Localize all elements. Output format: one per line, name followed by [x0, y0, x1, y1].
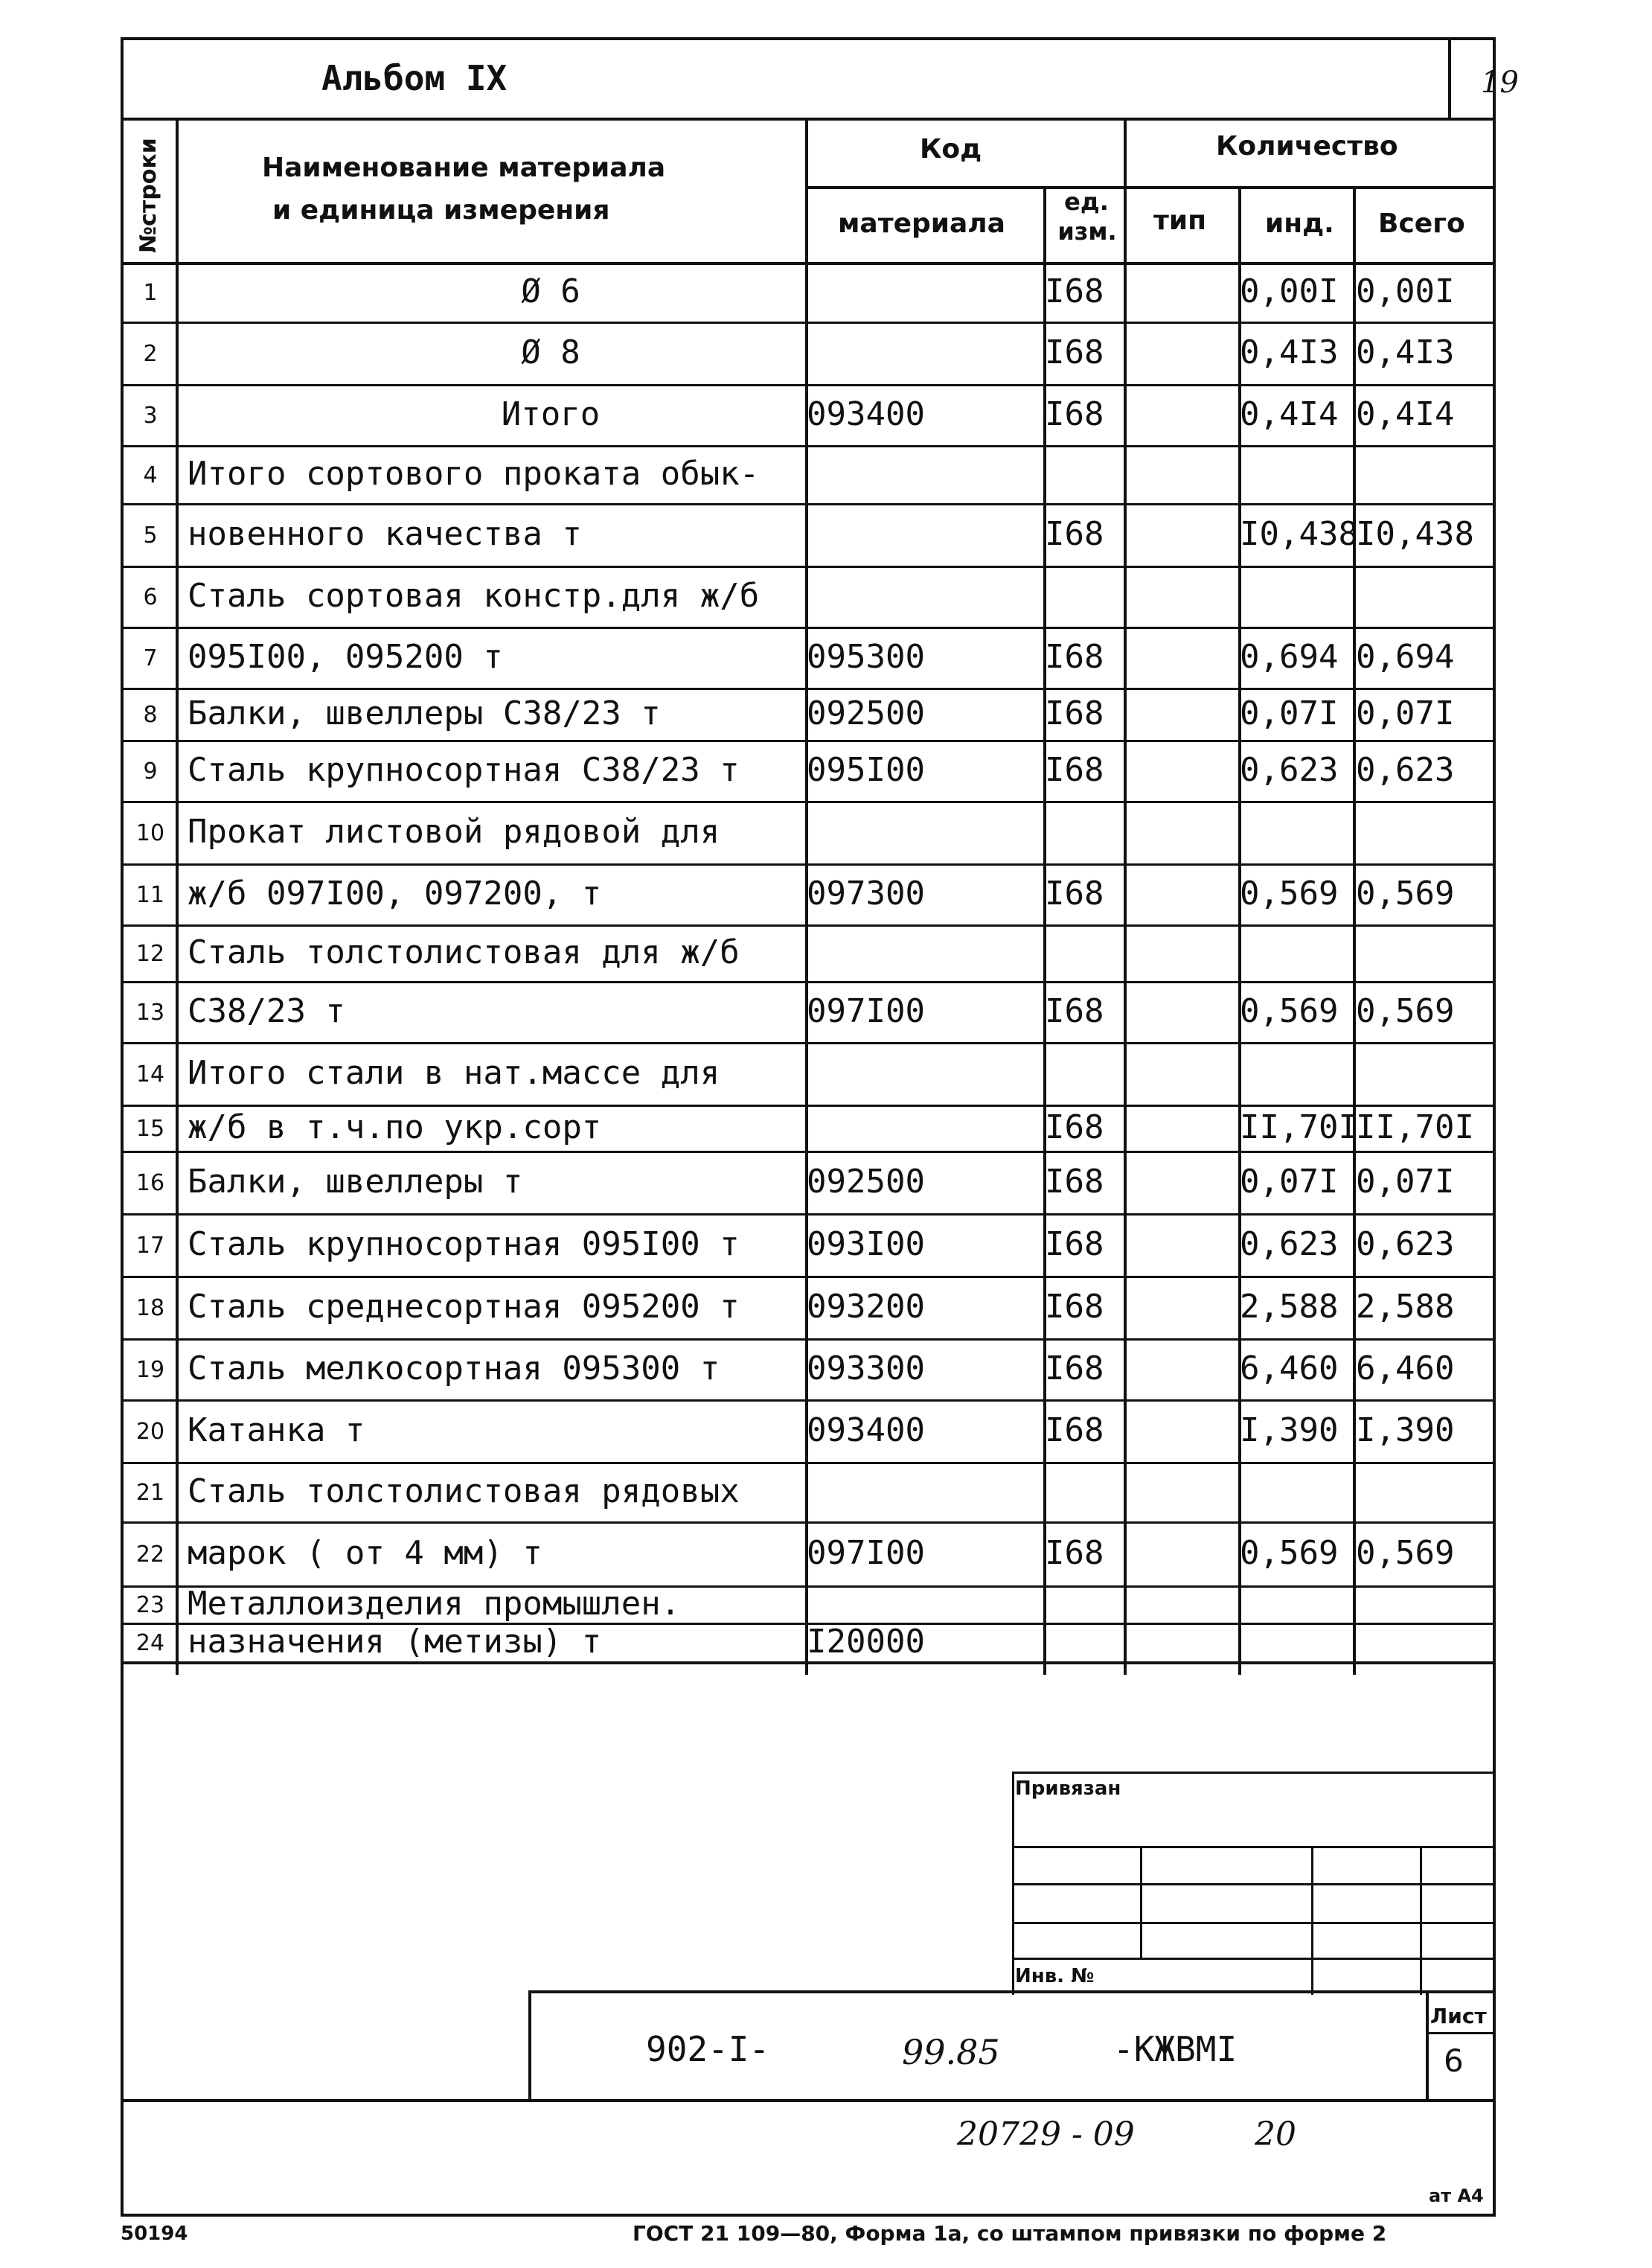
- row-number: 1: [143, 280, 158, 306]
- qty-individual: 0,07I: [1240, 1163, 1339, 1201]
- row-rule: [121, 863, 1496, 866]
- row-rule: [121, 740, 1496, 742]
- qty-individual: 0,623: [1240, 1225, 1339, 1263]
- qty-total: 0,4I3: [1356, 333, 1455, 371]
- material-code: 093200: [807, 1288, 925, 1326]
- left-code: 50194: [121, 2223, 188, 2245]
- qty-individual: 2,588: [1240, 1288, 1339, 1326]
- material-code: 093300: [807, 1349, 925, 1387]
- qty-individual: I0,438: [1240, 515, 1358, 553]
- stamp-rule-3: [1012, 1922, 1496, 1924]
- material-name: Ø 6: [521, 272, 580, 310]
- doc-handwritten-number: 99.85: [902, 2032, 1000, 2072]
- unit-code: I68: [1045, 1108, 1104, 1146]
- qty-total: 0,623: [1356, 1225, 1455, 1263]
- stamp-rule-4: [1012, 1958, 1496, 1960]
- row-number: 6: [143, 584, 158, 610]
- col-divider-rowno: [176, 118, 179, 1675]
- qty-individual: 0,4I4: [1240, 395, 1339, 433]
- row-rule: [121, 627, 1496, 629]
- material-name: Металлоизделия промышлен.: [188, 1585, 681, 1623]
- material-name: Сталь толстолистовая для ж/б: [188, 933, 740, 971]
- unit-code: I68: [1045, 333, 1104, 371]
- stamp-col-2: [1311, 1846, 1313, 1995]
- qty-total: 6,460: [1356, 1349, 1455, 1387]
- row-rule: [121, 503, 1496, 505]
- row-rule: [121, 1462, 1496, 1464]
- unit-code: I68: [1045, 395, 1104, 433]
- row-rule: [121, 566, 1496, 568]
- doc-suffix: -КЖВМI: [1113, 2029, 1238, 2069]
- header-sub-rule: [805, 186, 1496, 189]
- material-name: Катанка т: [188, 1411, 365, 1449]
- material-code: 093400: [807, 1411, 925, 1449]
- material-name: Балки, швеллеры С38/23 т: [188, 694, 661, 732]
- qty-individual: 0,00I: [1240, 272, 1339, 310]
- qty-individual: 0,623: [1240, 751, 1339, 789]
- row-number: 18: [135, 1295, 165, 1321]
- qty-individual: 0,07I: [1240, 694, 1339, 732]
- material-name: Балки, швеллеры т: [188, 1163, 523, 1201]
- material-name: 095I00, 095200 т: [188, 638, 503, 676]
- row-rule: [121, 384, 1496, 386]
- name-header-2: и единица измерения: [272, 195, 610, 226]
- material-code: 095300: [807, 638, 925, 676]
- qty-total: 0,4I4: [1356, 395, 1455, 433]
- row-number: 24: [135, 1630, 165, 1656]
- row-number-header: №строки: [135, 138, 161, 253]
- material-code: I20000: [807, 1623, 925, 1661]
- qty-individual: 0,694: [1240, 638, 1339, 676]
- row-rule: [121, 445, 1496, 447]
- unit-code: I68: [1045, 992, 1104, 1030]
- qty-ind-header: инд.: [1265, 208, 1334, 239]
- qty-total: 0,00I: [1356, 272, 1455, 310]
- material-name: Сталь крупносортная 095I00 т: [188, 1225, 740, 1263]
- row-number: 21: [135, 1480, 165, 1506]
- code-header: Код: [920, 134, 982, 164]
- material-code: 093I00: [807, 1225, 925, 1263]
- unit-code: I68: [1045, 638, 1104, 676]
- handwritten-archive-no: 20729 - 09: [957, 2115, 1135, 2153]
- qty-individual: 0,569: [1240, 992, 1339, 1030]
- titleblock-top: [528, 1990, 1496, 1993]
- unit-code: I68: [1045, 1288, 1104, 1326]
- unit-header-2: изм.: [1057, 217, 1117, 246]
- material-code: 092500: [807, 694, 925, 732]
- material-code: 097300: [807, 875, 925, 913]
- row-number: 7: [143, 645, 158, 671]
- qty-individual: II,70I: [1240, 1108, 1358, 1146]
- material-name: Сталь крупносортная С38/23 т: [188, 751, 740, 789]
- unit-code: I68: [1045, 875, 1104, 913]
- row-rule: [121, 924, 1496, 927]
- unit-code: I68: [1045, 272, 1104, 310]
- stamp-privyazan: Привязан: [1015, 1777, 1121, 1800]
- header-rule: [121, 262, 1496, 265]
- row-rule: [121, 1213, 1496, 1216]
- unit-header-1: ед.: [1064, 188, 1109, 216]
- qty-total: 0,569: [1356, 875, 1455, 913]
- col-divider-unit: [1124, 118, 1127, 1675]
- material-name: Сталь толстолистовая рядовых: [188, 1472, 740, 1510]
- unit-code: I68: [1045, 1225, 1104, 1263]
- page-number: 19: [1481, 66, 1519, 100]
- qty-individual: 6,460: [1240, 1349, 1339, 1387]
- material-name: Итого сортового проката обык-: [188, 455, 760, 493]
- qty-individual: 0,569: [1240, 875, 1339, 913]
- format-label: ат А4: [1429, 2185, 1484, 2206]
- name-header-1: Наименование материала: [262, 153, 666, 183]
- material-name: ж/б в т.ч.по укр.сорт: [188, 1108, 602, 1146]
- qty-total: 0,623: [1356, 751, 1455, 789]
- row-number: 20: [135, 1419, 165, 1445]
- page-number-divider: [1448, 37, 1451, 118]
- row-rule: [121, 801, 1496, 803]
- qty-total: 0,07I: [1356, 694, 1455, 732]
- row-rule: [121, 1276, 1496, 1278]
- row-number: 12: [135, 941, 165, 967]
- row-number: 5: [143, 523, 158, 549]
- gost-form: ГОСТ 21 109—80, Форма 1а, со штампом привязки по форме 2: [633, 2221, 1387, 2246]
- unit-code: I68: [1045, 751, 1104, 789]
- qty-total: I0,438: [1356, 515, 1474, 553]
- material-name: Ø 8: [521, 333, 580, 371]
- doc-prefix: 902-I-: [646, 2029, 770, 2069]
- unit-code: I68: [1045, 694, 1104, 732]
- qty-total: 0,569: [1356, 992, 1455, 1030]
- qty-total: 0,569: [1356, 1534, 1455, 1572]
- row-number: 23: [135, 1592, 165, 1618]
- row-number: 22: [135, 1542, 165, 1568]
- stamp-rule-2: [1012, 1883, 1496, 1885]
- material-code: 095I00: [807, 751, 925, 789]
- row-number: 2: [143, 341, 158, 367]
- handwritten-page: 20: [1255, 2115, 1296, 2153]
- row-number: 17: [135, 1233, 165, 1259]
- row-rule: [121, 1338, 1496, 1341]
- header-bottom-rule: [121, 118, 1496, 121]
- code-material-header: материала: [838, 208, 1005, 239]
- unit-code: I68: [1045, 1534, 1104, 1572]
- unit-code: I68: [1045, 1411, 1104, 1449]
- unit-code: I68: [1045, 515, 1104, 553]
- material-name: Итого: [501, 395, 601, 433]
- stamp-rule-1: [1012, 1846, 1496, 1848]
- material-name: ж/б 097I00, 097200, т: [188, 875, 602, 913]
- material-code: 097I00: [807, 1534, 925, 1572]
- sheet-label-rule: [1426, 2032, 1496, 2034]
- unit-code: I68: [1045, 1349, 1104, 1387]
- material-code: 097I00: [807, 992, 925, 1030]
- quantity-header: Количество: [1216, 131, 1398, 162]
- row-rule: [121, 688, 1496, 690]
- row-number: 14: [135, 1061, 165, 1087]
- row-rule: [121, 1042, 1496, 1044]
- row-number: 4: [143, 462, 158, 488]
- stamp-col-3: [1420, 1846, 1422, 1995]
- qty-individual: 0,4I3: [1240, 333, 1339, 371]
- row-rule: [121, 322, 1496, 324]
- unit-code: I68: [1045, 1163, 1104, 1201]
- material-name: назначения (метизы) т: [188, 1623, 602, 1661]
- sheet-label: Лист: [1430, 2004, 1487, 2028]
- qty-total: 0,694: [1356, 638, 1455, 676]
- qty-individual: I,390: [1240, 1411, 1339, 1449]
- row-number: 8: [143, 702, 158, 728]
- row-rule: [121, 1105, 1496, 1107]
- material-name: С38/23 т: [188, 992, 345, 1030]
- album-title: Альбом IX: [321, 58, 508, 98]
- stamp-inv-no: Инв. №: [1015, 1965, 1095, 1987]
- qty-total: I,390: [1356, 1411, 1455, 1449]
- material-code: 092500: [807, 1163, 925, 1201]
- row-rule: [121, 1399, 1496, 1402]
- qty-total: 0,07I: [1356, 1163, 1455, 1201]
- material-name: Сталь сортовая констр.для ж/б: [188, 577, 760, 615]
- stamp-top-rule: [1012, 1772, 1496, 1774]
- row-rule: [121, 1151, 1496, 1153]
- titleblock-bottom: [121, 2099, 1496, 2102]
- material-name: новенного качества т: [188, 515, 582, 553]
- stamp-col-1: [1140, 1846, 1142, 1958]
- row-number: 13: [135, 1000, 165, 1026]
- row-number: 16: [135, 1170, 165, 1196]
- row-number: 11: [135, 882, 165, 908]
- row-number: 10: [135, 820, 165, 846]
- table-bottom-rule: [121, 1661, 1496, 1664]
- sheet-number: 6: [1444, 2042, 1464, 2079]
- row-rule: [121, 1521, 1496, 1524]
- material-name: Сталь среднесортная 095200 т: [188, 1288, 740, 1326]
- qty-total: II,70I: [1356, 1108, 1474, 1146]
- material-name: Прокат листовой рядовой для: [188, 813, 720, 851]
- row-number: 15: [135, 1116, 165, 1142]
- row-number: 9: [143, 758, 158, 785]
- row-number: 3: [143, 403, 158, 429]
- material-code: 093400: [807, 395, 925, 433]
- row-number: 19: [135, 1357, 165, 1383]
- qty-individual: 0,569: [1240, 1534, 1339, 1572]
- material-name: Сталь мелкосортная 095300 т: [188, 1349, 720, 1387]
- titleblock-left: [528, 1990, 531, 2102]
- titleblock-sheet-divider: [1426, 1990, 1429, 2099]
- material-name: Итого стали в нат.массе для: [188, 1054, 720, 1092]
- qty-type-header: тип: [1153, 205, 1206, 236]
- material-name: марок ( от 4 мм) т: [188, 1534, 542, 1572]
- qty-total-header: Всего: [1378, 208, 1465, 239]
- row-rule: [121, 981, 1496, 983]
- qty-total: 2,588: [1356, 1288, 1455, 1326]
